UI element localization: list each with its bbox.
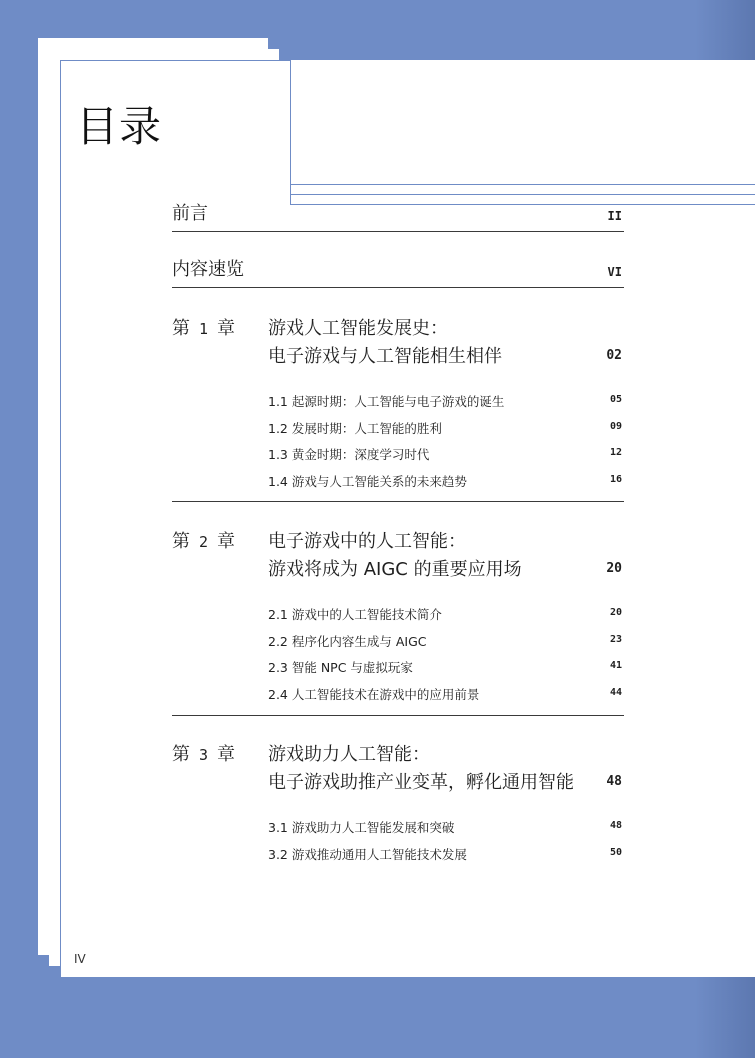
toc-section[interactable]: 2.1 游戏中的人工智能技术简介 20 bbox=[268, 607, 622, 622]
outline-step-vertical bbox=[290, 60, 291, 204]
toc-section[interactable]: 2.3 智能 NPC 与虚拟玩家 41 bbox=[268, 660, 622, 675]
chapter-label: 第 1 章 bbox=[172, 318, 237, 339]
toc-entry-overview[interactable] bbox=[172, 259, 624, 288]
chapter-title-line2[interactable]: 游戏将成为 AIGC 的重要应用场 bbox=[268, 559, 522, 580]
toc-section[interactable]: 1.4 游戏与人工智能关系的未来趋势 16 bbox=[268, 473, 622, 489]
toc-entry-preface[interactable] bbox=[172, 203, 624, 232]
outline-band-left bbox=[290, 184, 291, 204]
outline-band-mid bbox=[290, 194, 755, 195]
chapter-page: 02 bbox=[606, 348, 622, 363]
outline-left bbox=[60, 60, 61, 977]
toc-entry-label: 内容速览 bbox=[172, 259, 244, 280]
chapter-title-line1[interactable]: 电子游戏中的人工智能： bbox=[268, 531, 466, 552]
chapter-page: 48 bbox=[606, 774, 622, 789]
toc-section[interactable]: 2.4 人工智能技术在游戏中的应用前景 44 bbox=[268, 686, 622, 702]
chapter-title-line1[interactable]: 游戏人工智能发展史： bbox=[268, 318, 448, 339]
chapter-page: 20 bbox=[606, 561, 622, 576]
toc-section[interactable]: 1.3 黄金时期：深度学习时代 12 bbox=[268, 447, 622, 462]
chapter-divider bbox=[172, 501, 624, 502]
chapter-1 bbox=[172, 314, 624, 504]
toc-section[interactable]: 1.2 发展时期：人工智能的胜利 09 bbox=[268, 420, 622, 436]
section-list bbox=[268, 818, 624, 871]
chapter-label: 第 2 章 bbox=[172, 531, 237, 552]
outline-band-top bbox=[290, 184, 755, 185]
chapter-divider bbox=[172, 715, 624, 716]
section-list bbox=[268, 392, 624, 498]
toc-section[interactable]: 3.2 游戏推动通用人工智能技术发展 50 bbox=[268, 846, 622, 862]
page-number: IV bbox=[74, 952, 86, 966]
section-list bbox=[268, 605, 624, 711]
chapter-3 bbox=[172, 740, 624, 880]
toc-entry-page: VI bbox=[607, 265, 622, 279]
chapter-title-line2[interactable]: 电子游戏助推产业变革，孵化通用智能 bbox=[268, 772, 574, 793]
chapter-title-line1[interactable]: 游戏助力人工智能： bbox=[268, 744, 430, 765]
toc-entry-page: II bbox=[607, 209, 622, 223]
page-title: 目录 bbox=[76, 102, 163, 151]
toc-section[interactable]: 2.2 程序化内容生成与 AIGC 23 bbox=[268, 633, 622, 649]
toc-section[interactable]: 1.1 起源时期：人工智能与电子游戏的诞生 05 bbox=[268, 394, 622, 409]
chapter-2 bbox=[172, 527, 624, 717]
outline-top bbox=[60, 60, 290, 61]
chapter-label: 第 3 章 bbox=[172, 744, 237, 765]
toc-entry-label: 前言 bbox=[172, 203, 208, 224]
chapter-title-line2[interactable]: 电子游戏与人工智能相生相伴 bbox=[268, 346, 502, 367]
toc-section[interactable]: 3.1 游戏助力人工智能发展和突破 48 bbox=[268, 820, 622, 835]
